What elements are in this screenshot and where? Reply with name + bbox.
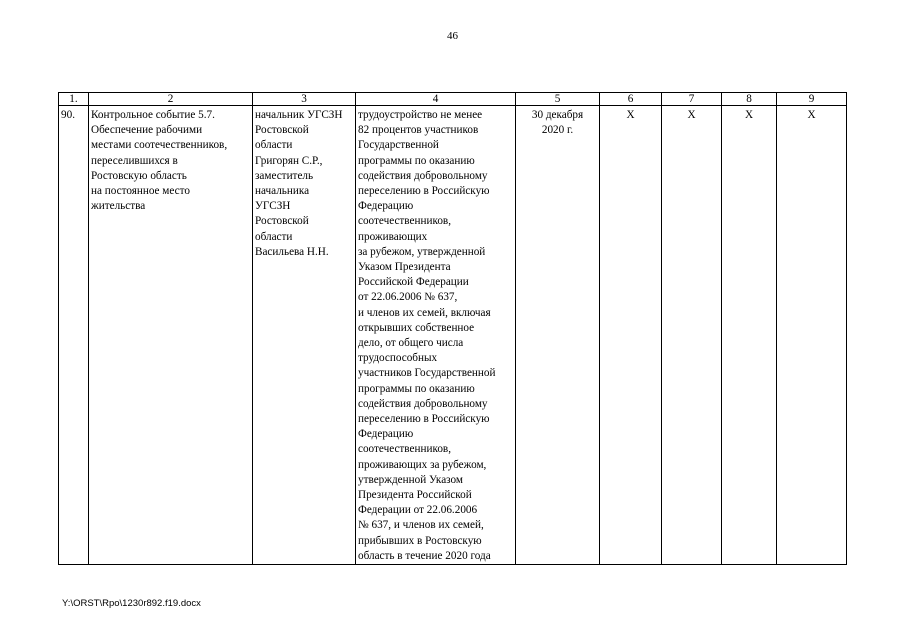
text-line: трудоспособных — [358, 352, 438, 365]
text-line: Ростовскую область — [91, 169, 187, 182]
col8-cell: Х — [722, 106, 777, 565]
text-line: 30 декабря — [531, 109, 584, 121]
text-line: Григорян С.Р., — [255, 154, 323, 167]
text-line: области — [255, 230, 293, 243]
text-line: программы по оказанию — [358, 154, 475, 167]
plan-table — [58, 92, 847, 565]
text-line: область в течение 2020 года — [358, 549, 491, 562]
col9-cell: Х — [777, 106, 847, 565]
text-line: 2020 г. — [541, 124, 574, 137]
text-line: утвержденной Указом — [358, 473, 463, 486]
text-line: проживающих за рубежом, — [358, 458, 487, 471]
text-line: Обеспечение рабочими — [91, 124, 203, 137]
header-cell: 4 — [356, 93, 516, 106]
text-line: Ростовской — [255, 124, 309, 137]
text-line: Государственной — [358, 139, 439, 152]
text-line: содействия добровольному — [358, 397, 488, 410]
result-cell — [356, 106, 516, 565]
header-cell: 3 — [253, 93, 356, 106]
text-line: за рубежом, утвержденной — [358, 245, 486, 258]
text-line: содействия добровольному — [358, 169, 488, 182]
text-line: на постоянное место — [91, 185, 190, 198]
responsible-cell — [253, 106, 356, 565]
table-row — [59, 106, 847, 565]
event-cell — [89, 106, 253, 565]
text-line: переселившихся в — [91, 154, 178, 167]
date-cell — [516, 106, 600, 565]
text-line: дело, от общего числа — [358, 337, 464, 350]
header-cell: 7 — [662, 93, 722, 106]
header-cell: 8 — [722, 93, 777, 106]
text-line: Контрольное событие 5.7. — [91, 109, 215, 121]
col7-cell: Х — [662, 106, 722, 565]
text-line: 82 процентов участников — [358, 124, 479, 137]
text-line: участников Государственной — [358, 367, 496, 380]
text-line: соотечественников, — [358, 215, 451, 228]
text-line: Указом Президента — [358, 261, 451, 274]
text-line: от 22.06.2006 № 637, — [358, 291, 458, 304]
text-line: начальник УГСЗН — [255, 109, 343, 121]
table-header-row — [59, 93, 847, 106]
text-line: переселению в Российскую — [358, 413, 490, 426]
text-line: УГСЗН — [255, 200, 291, 213]
text-line: жительства — [91, 200, 146, 213]
text-line: соотечественников, — [358, 443, 451, 456]
text-line: и членов их семей, включая — [358, 306, 491, 319]
text-line: Васильева Н.Н. — [255, 245, 329, 258]
text-line: Федерацию — [358, 200, 414, 213]
header-cell: 6 — [600, 93, 662, 106]
page-number: 46 — [447, 30, 458, 42]
text-line: области — [255, 139, 293, 152]
col6-cell: Х — [600, 106, 662, 565]
file-path-footer: Y:\ORST\Rpo\1230r892.f19.docx — [62, 598, 201, 609]
text-line: местами соотечественников, — [91, 139, 228, 152]
text-line: проживающих — [358, 230, 428, 243]
text-line: № 637, и членов их семей, — [358, 519, 484, 532]
text-line: Федерацию — [358, 428, 414, 441]
text-line: Федерации от 22.06.2006 — [358, 504, 478, 517]
text-line: трудоустройство не менее — [358, 109, 483, 121]
header-cell: 9 — [777, 93, 847, 106]
text-line: программы по оказанию — [358, 382, 475, 395]
text-line: заместитель — [255, 169, 314, 182]
header-cell: 2 — [89, 93, 253, 106]
text-line: открывших собственное — [358, 321, 475, 334]
text-line: Президента Российской — [358, 489, 472, 502]
text-line: переселению в Российскую — [358, 185, 490, 198]
row-number-cell: 90. — [59, 106, 89, 565]
text-line: начальника — [255, 185, 310, 198]
header-cell: 5 — [516, 93, 600, 106]
text-line: Ростовской — [255, 215, 309, 228]
header-cell: 1. — [59, 93, 89, 106]
text-line: Российской Федерации — [358, 276, 469, 289]
text-line: прибывших в Ростовскую — [358, 534, 482, 547]
